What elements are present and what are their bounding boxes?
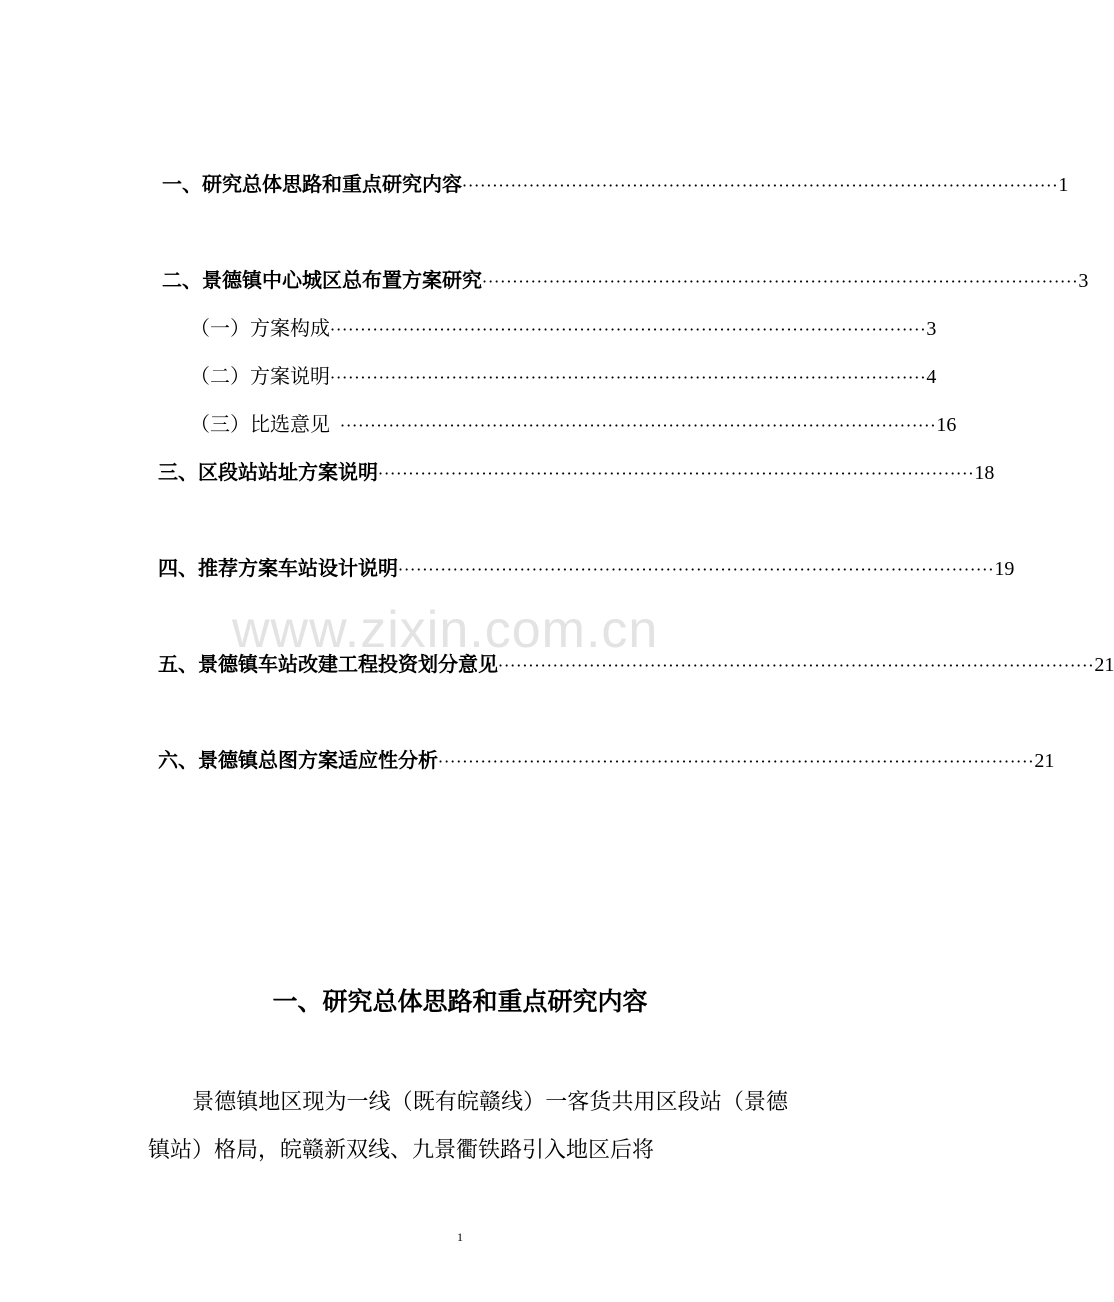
section-heading: 一、研究总体思路和重点研究内容 (272, 987, 648, 1016)
toc-entry-label: 五、景德镇车站改建工程投资划分意见 (158, 652, 498, 676)
toc-entry-label: 六、景德镇总图方案适应性分析 (158, 748, 438, 772)
toc-entry-label: （二）方案说明 (190, 364, 330, 388)
toc-entry-page: 19 (994, 558, 1015, 580)
toc-entry-label: （三）比选意见 (190, 412, 330, 436)
toc-entry[interactable] (162, 170, 1069, 200)
toc-entry-page: 21 (1034, 750, 1055, 772)
watermark: www.zixin.com.cn (232, 601, 659, 659)
toc-entry-label: 四、推荐方案车站设计说明 (158, 556, 398, 580)
toc-leader-dots: ·································································································· (462, 176, 1059, 195)
toc-entry-page: 4 (926, 366, 937, 388)
toc-entry[interactable] (190, 314, 937, 344)
toc-entry-page: 3 (926, 318, 937, 340)
toc-entry-label: 一、研究总体思路和重点研究内容 (162, 172, 462, 196)
toc-leader-dots: ·································································································· (340, 416, 937, 435)
toc-leader-dots: ·································································································· (398, 560, 995, 579)
toc-leader-dots: ·································································································· (378, 464, 975, 483)
toc-entry-label: （一）方案构成 (190, 316, 330, 340)
toc-leader-dots: ·································································································· (330, 320, 927, 339)
toc-entry-page: 1 (1058, 174, 1069, 196)
toc-leader-dots: ·································································································· (330, 368, 927, 387)
toc-entry[interactable] (162, 266, 1089, 296)
toc-entry[interactable] (158, 746, 1055, 776)
toc-leader-dots: ·································································································· (498, 656, 1095, 675)
toc-entry-page: 18 (974, 462, 995, 484)
page-number: 1 (457, 1230, 463, 1244)
body-paragraph: 景德镇地区现为一线（既有皖赣线）一客货共用区段站（景德镇站）格局，皖赣新双线、九景衢铁路引入地区后将 (148, 1090, 788, 1163)
toc-entry[interactable] (190, 362, 937, 392)
toc-entry-page: 16 (936, 414, 957, 436)
toc-entry[interactable] (158, 554, 1015, 584)
toc-entry-page: 3 (1078, 270, 1089, 292)
toc-entry-label: 三、区段站站址方案说明 (158, 460, 378, 484)
toc-entry-label: 二、景德镇中心城区总布置方案研究 (162, 268, 482, 292)
toc-leader-dots: ·································································································· (482, 272, 1079, 291)
toc-entry[interactable] (158, 458, 995, 488)
toc-entry[interactable] (190, 410, 957, 440)
toc-leader-dots: ·································································································· (438, 752, 1035, 771)
toc-entry-page: 21 (1094, 654, 1114, 676)
